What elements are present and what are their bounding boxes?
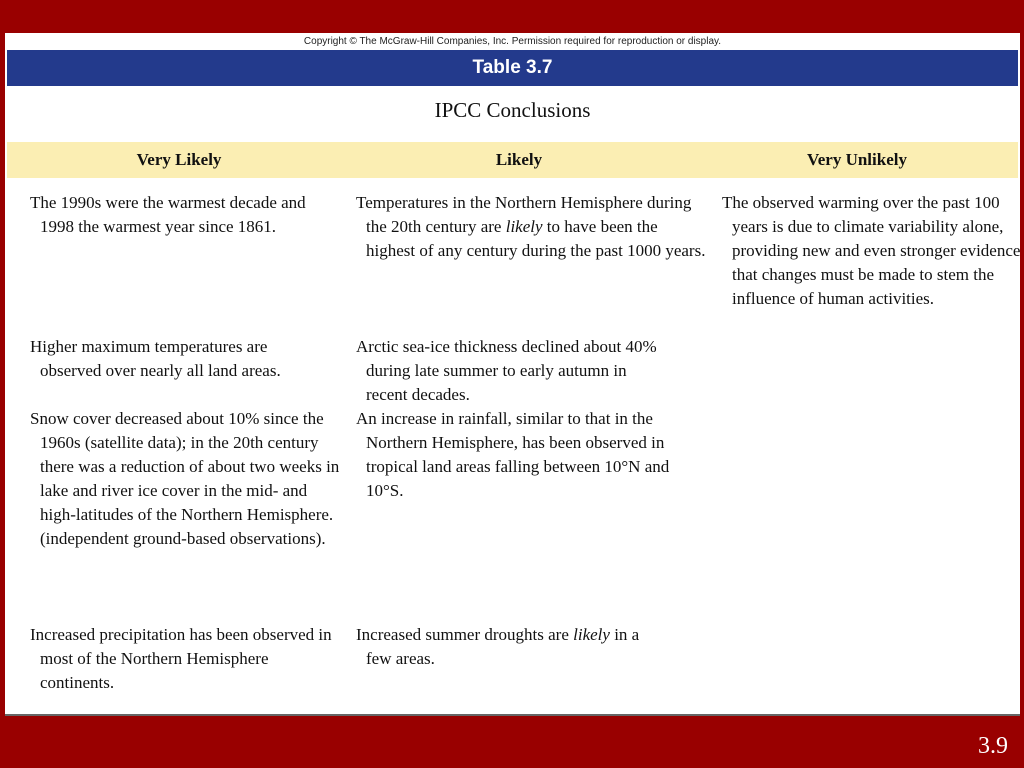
likely-entry-4 <box>356 623 666 671</box>
likely-entry-2: Arctic sea-ice thickness declined about 40% during late summer to early autumn in recent decades. <box>356 337 657 404</box>
slide-panel <box>5 33 1020 716</box>
likely-entry-4-text-b: in a few areas. <box>366 625 640 668</box>
header-very-likely: Very Likely <box>136 150 222 169</box>
likely-entry-1-text-a: Temperatures in the Northern Hemisphere during the 20th century are <box>356 193 692 236</box>
bottom-rule <box>5 714 1020 716</box>
table-title: IPCC Conclusions <box>434 98 591 122</box>
column-header-row <box>7 142 1018 178</box>
likely-entry-1-emphasis: likely <box>505 217 543 236</box>
likely-entry-3: An increase in rainfall, similar to that in the Northern Hemisphere, has been observed in tropical land areas falling between 10°N and 10°S. <box>356 409 670 500</box>
copyright-notice: Copyright © The McGraw-Hill Companies, Inc. Permission required for reproduction or display. <box>303 36 722 47</box>
very-likely-entry-4: Increased precipitation has been observed in most of the Northern Hemisphere continents. <box>30 625 332 692</box>
very-likely-entry-1: The 1990s were the warmest decade and 1998 the warmest year since 1861. <box>30 193 306 236</box>
slide-number: 3.9 <box>978 733 1008 759</box>
header-very-unlikely: Very Unlikely <box>807 150 907 169</box>
likely-entry-4-emphasis: likely <box>573 625 610 644</box>
very-likely-entry-3: Snow cover decreased about 10% since the 1960s (satellite data); in the 20th century there was a reduction of about two weeks in lake and river ice cover in the mid- and high-latitudes of the Northern Hemisphere. (independent ground-based observations). <box>30 409 340 548</box>
likely-entry-4-text-a: Increased summer droughts are <box>356 625 574 644</box>
header-likely: Likely <box>495 150 543 169</box>
table-label-band <box>7 50 1018 86</box>
very-likely-entry-2: Higher maximum temperatures are observed over nearly all land areas. <box>30 337 281 380</box>
very-unlikely-entry-1: The observed warming over the past 100 years is due to climate variability alone, providing new and even stronger evidence that changes must be made to stem the influence of human activities. <box>722 193 1021 308</box>
likely-entry-1-text-b: to have been the highest of any century during the past 1000 years. <box>366 217 706 260</box>
likely-entry-1 <box>356 191 706 263</box>
table-label: Table 3.7 <box>472 57 553 78</box>
